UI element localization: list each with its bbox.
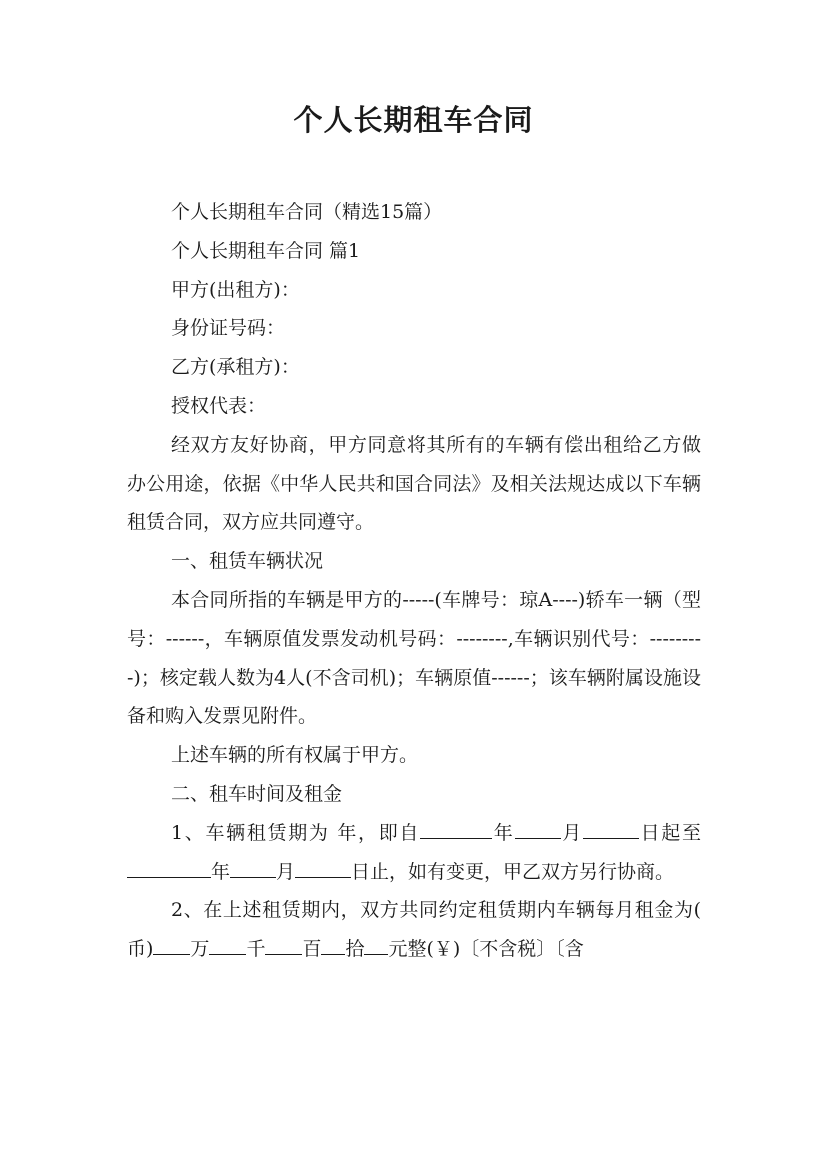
heading-term-and-rent: 二、租车时间及租金 [171,782,343,805]
document-body [127,193,701,969]
blank-end-day [295,855,351,878]
rent-text-3: 千 [246,938,266,961]
blank-end-month [230,855,276,878]
party-a-line: 甲方(出租方)： [171,278,300,301]
blank-end-year [127,855,211,878]
blank-rent-unit [364,932,388,955]
rent-text-5: 拾 [345,938,365,961]
blank-start-month [515,816,561,839]
blank-rent-ten-thousand [153,932,190,955]
rent-text-6: 元整(￥)〔不含税〕〔含 [388,938,584,961]
rent-text-4: 百 [302,938,322,961]
intro-paragraph: 经双方友好协商，甲方同意将其所有的车辆有偿出租给乙方做办公用途，依据《中华人民共和国合同法》及相关法规达成以下车辆租赁合同，双方应共同遵守。 [127,433,701,534]
heading-vehicle-status: 一、租赁车辆状况 [171,550,324,573]
blank-rent-thousand [209,932,246,955]
rent-text-1: 2、在上述租赁期内，双方共同约定租赁期内车辆每月租金为( 币) [127,899,701,961]
id-number-line: 身份证号码： [171,317,286,340]
party-b-line: 乙方(承租方)： [171,356,300,379]
blank-rent-ten [321,932,345,955]
subtitle: 个人长期租车合同（精选15篇） [171,201,443,223]
term-text-6: 月 [276,860,296,883]
term-text-3: 月 [560,821,583,844]
blank-rent-hundred [265,932,302,955]
blank-start-day [583,816,639,839]
rent-text-2: 万 [190,938,210,961]
term-text-2: 年 [492,821,515,844]
authorized-rep-line: 授权代表： [171,394,267,417]
document-title: 个人长期租车合同 [293,103,534,137]
term-text-5: 年 [211,860,231,883]
vehicle-description-paragraph: 本合同所指的车辆是甲方的-----(车牌号：琼A----)轿车一辆（型号：------，车辆原值发票发动机号码：--------,车辆识别代号：---------)；核定载人数为4人(不含司机)；车辆原值------；该车辆附属设施设备和购入发票见附件。 [127,588,701,728]
term-text-1: 1、车辆租赁期为 年，即自 [171,821,421,844]
term-text-4: 日起至 [638,821,701,844]
ownership-paragraph: 上述车辆的所有权属于甲方。 [171,744,419,767]
blank-start-year [420,816,492,839]
term-paragraph [127,814,701,892]
term-text-7: 日止，如有变更，甲乙双方另行协商。 [351,860,675,883]
rent-paragraph [127,891,701,969]
section-heading: 个人长期租车合同 篇1 [171,239,361,262]
